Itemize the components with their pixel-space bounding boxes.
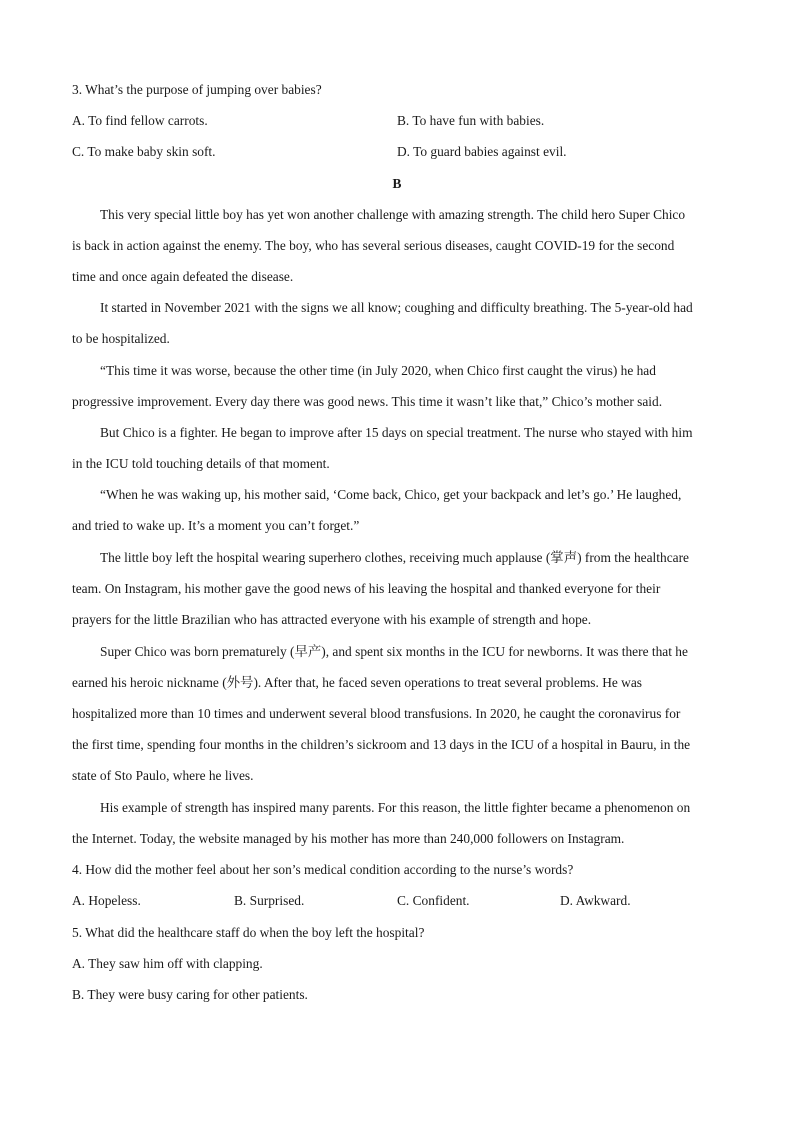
passage-line: the Internet. Today, the website managed by his mother has more than 240,000 followers on Instagram. [72,831,625,846]
passage-line: This very special little boy has yet won another challenge with amazing strength. The child hero Super Chico [100,207,686,222]
section-b-heading: B [392,176,402,191]
passage-line: time and once again defeated the disease. [72,269,294,284]
passage-line: His example of strength has inspired many parents. For this reason, the little fighter became a phenomenon on [100,800,691,815]
passage-line: earned his heroic nickname (外号). After that, he faced seven operations to treat several problems. He was [72,675,642,690]
question-5: 5. What did the healthcare staff do when the boy left the hospital? [72,925,425,940]
q3-option-b: B. To have fun with babies. [397,113,545,128]
q3-option-d: D. To guard babies against evil. [397,144,567,159]
passage-line: “When he was waking up, his mother said, ‘Come back, Chico, get your backpack and let’s go.’ He laughed, [100,487,682,502]
passage-line: and tried to wake up. It’s a moment you can’t forget.” [72,518,360,533]
q4-option-d: D. Awkward. [560,893,631,908]
passage-line: the first time, spending four months in the children’s sickroom and 13 days in the ICU of a hospital in Bauru, in the [72,737,691,752]
question-3: 3. What’s the purpose of jumping over babies? [72,82,322,97]
passage-line: “This time it was worse, because the other time (in July 2020, when Chico first caught the virus) he had [100,363,656,378]
q5-option-a: A. They saw him off with clapping. [72,956,263,971]
question-3-options-row-2 [72,144,752,160]
passage-line: progressive improvement. Every day there was good news. This time it wasn’t like that,” Chico’s mother said. [72,394,663,409]
passage-line: hospitalized more than 10 times and underwent several blood transfusions. In 2020, he caught the coronavirus for [72,706,681,721]
passage-line: in the ICU told touching details of that moment. [72,456,330,471]
passage-line: is back in action against the enemy. The boy, who has several serious diseases, caught COVID-19 for the second [72,238,675,253]
question-4-options-row [72,893,752,909]
passage-line: state of Sto Paulo, where he lives. [72,768,254,783]
q4-option-a: A. Hopeless. [72,893,141,908]
passage-line: The little boy left the hospital wearing superhero clothes, receiving much applause (掌声) from the healthcare [100,550,689,565]
passage-line: But Chico is a fighter. He began to improve after 15 days on special treatment. The nurse who stayed with him [100,425,693,440]
passage-line: prayers for the little Brazilian who has attracted everyone with his example of strength and hope. [72,612,592,627]
passage-line: Super Chico was born prematurely (早产), and spent six months in the ICU for newborns. It was there that he [100,644,688,659]
q5-option-b: B. They were busy caring for other patients. [72,987,308,1002]
passage-line: to be hospitalized. [72,331,170,346]
passage-line: team. On Instagram, his mother gave the good news of his leaving the hospital and thanked everyone for their [72,581,661,596]
q4-option-b: B. Surprised. [234,893,305,908]
passage-line: It started in November 2021 with the signs we all know; coughing and difficulty breathing. The 5-year-old had [100,300,693,315]
question-3-options-row-1 [72,113,752,129]
q3-option-c: C. To make baby skin soft. [72,144,216,159]
q4-option-c: C. Confident. [397,893,470,908]
q3-option-a: A. To find fellow carrots. [72,113,208,128]
question-4: 4. How did the mother feel about her son’s medical condition according to the nurse’s words? [72,862,574,877]
